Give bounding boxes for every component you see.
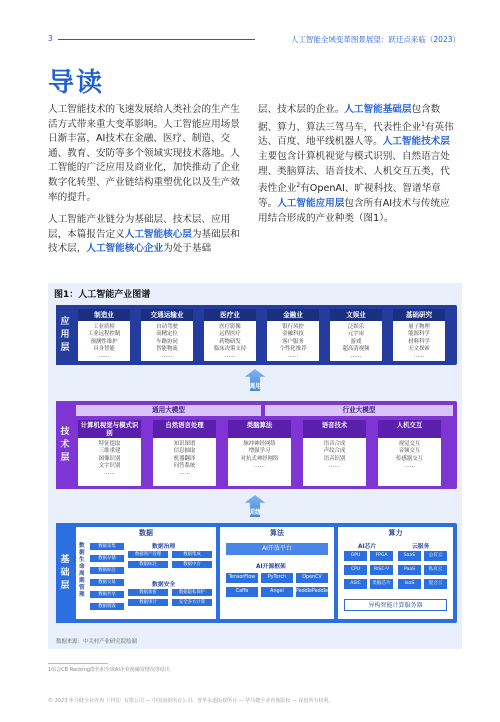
tech-item: 信息抽取 — [173, 448, 196, 455]
app-item: …… — [413, 353, 425, 360]
text-span: 层、技术层的企业。 — [258, 104, 345, 115]
app-item: 客户服务 — [282, 338, 304, 345]
app-column-items — [267, 321, 319, 361]
call-arrow-label: 调用 — [248, 382, 262, 390]
data-title: 数据 — [139, 529, 153, 537]
ai-framework-label: AI开源框架 — [256, 564, 286, 570]
page-number: 3 — [48, 34, 53, 43]
text-span: 有英伟达、百度、地平线机器人等。 — [258, 121, 454, 148]
app-column-title: 医疗业 — [204, 309, 256, 321]
chip-item: ASIC — [344, 579, 367, 589]
tech-item: …… — [104, 470, 115, 477]
general-model-bar: 通用大模型 — [76, 405, 261, 416]
tech-item: …… — [329, 462, 340, 469]
tech-column — [78, 420, 141, 486]
technology-layer — [56, 401, 457, 489]
footnote: 1组合CB Ranking排名和全球AI企业榜融资情况等给出 — [48, 667, 170, 673]
tech-item: 传感器交互 — [396, 455, 423, 462]
cloud-item: IaaS — [398, 579, 421, 589]
app-item: 天文探索 — [408, 345, 430, 352]
data-security-item: 数据审计 — [128, 599, 168, 606]
app-item: …… — [287, 353, 299, 360]
app-item: 自动驾驶 — [156, 324, 178, 330]
app-column — [393, 309, 445, 361]
cloud-item: 公有云 — [424, 551, 447, 561]
app-item: 游戏 — [350, 338, 362, 345]
framework-item: TensorFlow — [226, 573, 258, 583]
app-item: 泛娱乐 — [347, 324, 365, 330]
app-item: 医疗影像 — [219, 324, 241, 330]
tech-item: 脉冲神经网络 — [243, 441, 276, 447]
paragraph-3 — [258, 103, 458, 226]
app-item: 药物研发 — [219, 338, 241, 345]
app-column-items — [204, 321, 256, 361]
data-lifecycle-item: 数据采集 — [90, 543, 124, 550]
tech-item: 视觉交互 — [398, 441, 421, 447]
paragraph-2 — [48, 213, 248, 257]
framework-item: PyTorch — [261, 573, 293, 583]
app-item: 高精定位 — [156, 331, 178, 338]
framework-item: OpenCV — [296, 573, 328, 583]
app-column-title: 金融业 — [267, 309, 319, 321]
tech-item: 知识图谱 — [173, 441, 196, 447]
data-block — [76, 527, 216, 619]
app-item: 具身智能 — [93, 345, 115, 352]
tech-column-title: 计算机视觉与模式识别 — [78, 420, 141, 438]
app-item: 超高清视频 — [342, 345, 370, 352]
text-span: 有OpenAI、旷视科技、智谱华章等。 — [258, 183, 441, 209]
base-layer — [56, 523, 457, 623]
app-column-title: 基础研究 — [393, 309, 445, 321]
tech-item: …… — [179, 470, 190, 477]
tech-column-items — [228, 438, 291, 486]
app-layer-label: 应用层 — [56, 305, 72, 365]
ai-chip-label: AI芯片 — [358, 544, 377, 550]
train-arrow-label: 训练 — [248, 508, 262, 516]
app-column-items — [393, 321, 445, 361]
app-item: 元宇宙 — [347, 331, 365, 338]
right-column — [258, 103, 458, 234]
data-security-label: 数据安全 — [152, 582, 176, 588]
ai-open-platform: AI开放平台 — [226, 543, 328, 555]
app-column — [267, 309, 319, 361]
data-lifecycle-item: 数据共享 — [90, 591, 124, 598]
tech-column-title: 类脑算法 — [228, 420, 291, 438]
highlight-app-layer: 人工智能应用层 — [277, 197, 345, 209]
footnote-rule — [48, 663, 108, 664]
text-span: 包含所有AI技术与传统应用结合形成的产业种类（图1）。 — [258, 197, 450, 224]
footnote-ref: 2 — [296, 182, 301, 190]
cloud-item: 混合云 — [424, 579, 447, 589]
figure-source: 数据来源：中关村产业研究院绘制 — [56, 639, 137, 645]
data-governance-item: 数据标注 — [128, 561, 168, 568]
page-footer: © 2023 华马健全业咨询（中国）有限公司 — 中国南新所有公司。普华永道版权所有 — 华马健全业咨询版权 — 保留所有权利。 — [48, 698, 334, 704]
app-column — [204, 309, 256, 361]
framework-item: Caffe — [226, 587, 258, 597]
tech-column-items — [378, 438, 441, 486]
data-governance-item: 数据资产管理 — [128, 551, 168, 558]
data-lifecycle-item: 数据存储 — [90, 555, 124, 562]
tech-item: 问答系统 — [173, 462, 196, 469]
algorithm-title: 算法 — [270, 529, 284, 537]
application-layer — [56, 305, 457, 365]
hetero-server: 异构智能计算服务器 — [344, 599, 447, 611]
app-item: 银行风控 — [282, 324, 304, 330]
app-item: 金融科技 — [282, 331, 304, 338]
highlight-core-enterprise: 人工智能核心企业 — [86, 243, 164, 255]
tech-column-items — [153, 438, 216, 486]
text-span: 包含数据、算力、算法三驾马车，代表性企业 — [258, 104, 441, 133]
app-column-items — [141, 321, 193, 361]
app-item: …… — [224, 353, 236, 360]
tech-item: 增强学习 — [248, 448, 271, 455]
app-item: 工业质检 — [93, 324, 115, 330]
app-column-items — [330, 321, 382, 361]
text-span: 为处于基础 — [163, 243, 212, 255]
tech-item: 语音合成 — [323, 441, 346, 447]
industry-map-figure — [48, 283, 462, 649]
tech-column-title: 人机交互 — [378, 420, 441, 438]
cloud-service-label: 云服务 — [412, 544, 430, 550]
data-governance-item: 数据集成 — [172, 551, 212, 558]
data-security-item: 安全多方计算 — [172, 599, 212, 606]
figure-title: 图1：人工智能产业图谱 — [54, 290, 151, 300]
app-column-items — [78, 321, 130, 361]
app-column — [141, 309, 193, 361]
tech-item: 语音识别 — [323, 455, 346, 462]
text-span: 人工智能产业链分为基础层、技术层、应用层，本篇报告定义 — [48, 214, 231, 240]
app-column — [78, 309, 130, 361]
highlight-base-layer: 人工智能基础层 — [344, 104, 412, 115]
left-column — [48, 103, 248, 265]
tech-column — [153, 420, 216, 486]
chip-item: 类脑芯片 — [370, 579, 393, 589]
data-lifecycle-label: 数据生命周期管理 — [79, 543, 85, 598]
compute-title: 算力 — [388, 529, 403, 537]
tech-item: …… — [404, 462, 415, 469]
tech-item: 三维重建 — [98, 448, 121, 455]
tech-column — [228, 420, 291, 486]
app-item: 预测性维护 — [90, 338, 118, 345]
footnote-ref: 1 — [421, 120, 425, 128]
app-item: 材料科学 — [408, 338, 430, 345]
tech-item: 机器翻译 — [173, 455, 196, 462]
tech-item: 图像识别 — [98, 455, 121, 462]
app-item: …… — [98, 353, 110, 360]
app-item: 工业远程控制 — [87, 331, 121, 338]
tech-item: 文字识别 — [98, 462, 121, 469]
tech-item: 特征提取 — [98, 441, 121, 447]
tech-column-title: 语音技术 — [303, 420, 366, 438]
chip-item: GPU — [344, 551, 367, 561]
app-item: …… — [161, 353, 173, 360]
section-title: 导读 — [48, 68, 105, 98]
cloud-item: SaaS — [398, 551, 421, 561]
chip-item: FPGA — [370, 551, 393, 561]
app-item: 量子物理 — [408, 324, 430, 330]
app-column-title: 交通运输业 — [141, 309, 193, 321]
cloud-item: 私有云 — [424, 565, 447, 575]
highlight-core-layer: 人工智能核心层 — [124, 228, 192, 240]
tech-item: 对抗式神经网络 — [240, 455, 279, 462]
tech-column-items — [303, 438, 366, 486]
chip-item: CPU — [344, 565, 367, 575]
app-item: …… — [350, 353, 362, 360]
tech-item: …… — [254, 462, 265, 469]
app-item: 个性化推荐 — [279, 345, 307, 352]
chip-item: RISC-V — [370, 565, 393, 575]
header-title: 人工智能全域变革图景展望：跃迁点来临（2023） — [290, 35, 460, 44]
tech-item: 音频交互 — [398, 448, 421, 455]
paragraph-1: 人工智能技术的飞速发展给人类社会的生产生活方式带来重大变革影响。人工智能应用场景日渐丰富，AI技术在金融、医疗、制造、交通、教育、安防等多个领域实现技术落地。人工智能的广泛应用及商业化，加快推动了企业数字化转型、产业链结构重塑优化以及生产效率的提升。 — [48, 104, 240, 203]
industry-model-bar: 行业大模型 — [265, 405, 453, 416]
app-item: 能源科学 — [408, 331, 430, 338]
app-column-title: 文娱业 — [330, 309, 382, 321]
base-layer-label: 基础层 — [56, 523, 72, 623]
text-span: 为基础层和技术层， — [48, 228, 240, 255]
app-item: 车路协同 — [156, 338, 178, 345]
page-header — [48, 34, 460, 48]
app-column-title: 制造业 — [78, 309, 130, 321]
framework-item: Angel — [261, 587, 293, 597]
tech-item: 声纹合成 — [323, 448, 346, 455]
compute-block — [338, 527, 453, 619]
app-item: 智能物流 — [156, 345, 178, 352]
text-span: 主要包含计算机视觉与模式识别、自然语言处理、类脑算法、语音技术、人机交互五类，代表性企业 — [258, 150, 450, 195]
data-governance-label: 数据治理 — [152, 544, 176, 550]
data-lifecycle-item: 数据销毁 — [90, 603, 124, 610]
algorithm-block — [220, 527, 334, 619]
framework-item: PaddlePaddle — [296, 587, 328, 597]
tech-layer-label: 技术层 — [56, 401, 72, 489]
data-lifecycle-item: 数据标注 — [90, 567, 124, 574]
app-column — [330, 309, 382, 361]
tech-column — [378, 420, 441, 486]
app-item: 临床决策支持 — [213, 345, 247, 352]
data-security-item: 数据加密 — [128, 589, 168, 596]
tech-column — [303, 420, 366, 486]
tech-column-title: 自然语言处理 — [153, 420, 216, 438]
header-rule — [58, 39, 255, 40]
cloud-item: PaaS — [398, 565, 421, 575]
tech-column-items — [78, 438, 141, 486]
data-governance-item: 数据中台 — [172, 561, 212, 568]
data-lifecycle-item: 数据交易 — [90, 579, 124, 586]
highlight-tech-layer: 人工智能技术层 — [382, 136, 450, 148]
data-security-item: 数据隐私保护 — [172, 589, 212, 596]
app-item: 远程医疗 — [219, 331, 241, 338]
